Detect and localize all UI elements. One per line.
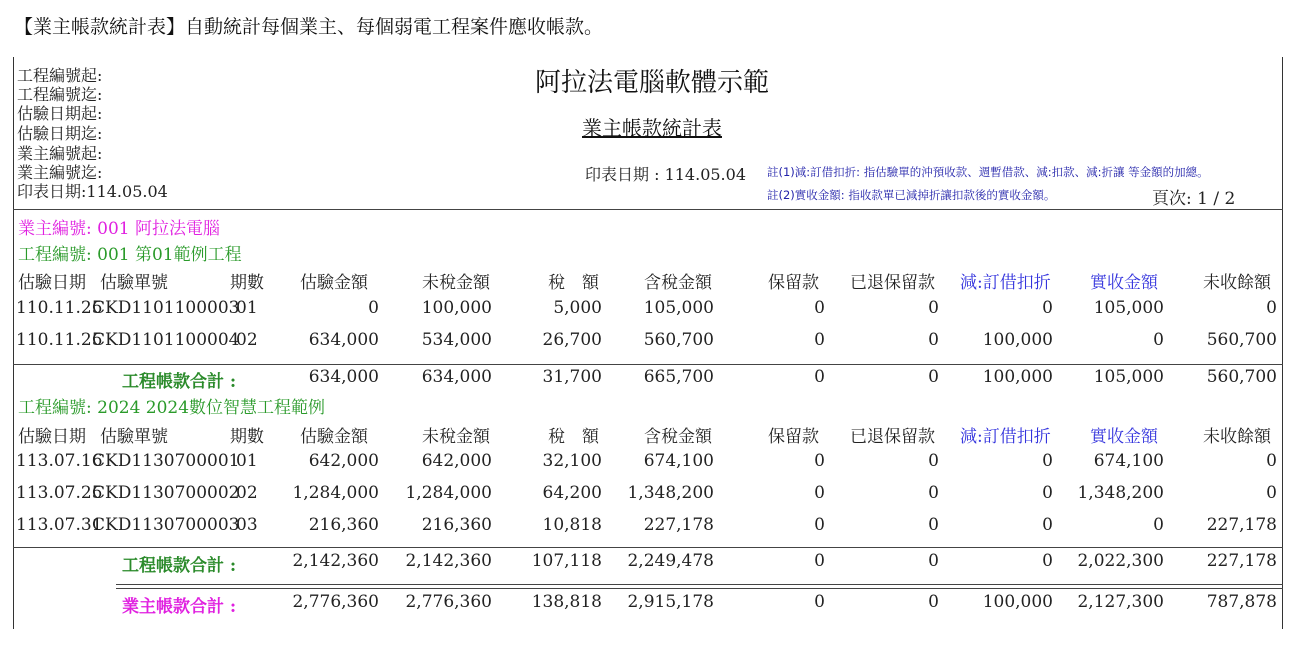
cell-estimate: 1,284,000	[292, 483, 379, 503]
cell-deductions: 0	[1042, 451, 1053, 471]
header-divider	[13, 209, 1283, 210]
filter-date-from: 估驗日期起:	[17, 104, 103, 123]
col-taxincl: 含稅金額	[644, 427, 712, 447]
col-date: 估驗日期	[18, 273, 86, 293]
cell-period: 03	[236, 515, 258, 535]
cell-taxincl: 1,348,200	[627, 483, 714, 503]
col-taxincl: 含稅金額	[644, 273, 712, 293]
cell-deductions: 0	[1042, 483, 1053, 503]
cell-date: 110.11.25	[16, 298, 103, 318]
total-pretax: 634,000	[421, 367, 492, 387]
owner-label: 業主編號: 001 阿拉法電腦	[18, 219, 220, 239]
col-tax: 稅 額	[548, 273, 599, 293]
cell-pretax: 1,284,000	[405, 483, 492, 503]
total-retention: 0	[814, 551, 825, 571]
total-tax: 107,118	[531, 551, 602, 571]
cell-estimate: 216,360	[308, 515, 379, 535]
cell-received: 0	[1153, 515, 1164, 535]
owner-total-label: 業主帳款合計 :	[122, 597, 237, 617]
owner-total-deductions: 100,000	[982, 592, 1053, 612]
total-estimate: 2,142,360	[292, 551, 379, 571]
owner-total-retention: 0	[814, 592, 825, 612]
cell-received: 105,000	[1093, 298, 1164, 318]
cell-retention-returned: 0	[928, 515, 939, 535]
total-retention: 0	[814, 367, 825, 387]
cell-period: 01	[236, 298, 258, 318]
report-frame-right	[1282, 57, 1283, 629]
cell-date: 113.07.25	[16, 483, 103, 503]
cell-retention: 0	[814, 330, 825, 350]
cell-deductions: 100,000	[982, 330, 1053, 350]
col-retention-returned: 已退保留款	[850, 427, 935, 447]
total-retention-returned: 0	[928, 367, 939, 387]
col-received: 實收金額	[1090, 273, 1158, 293]
col-retention: 保留款	[768, 273, 819, 293]
col-pretax: 未稅金額	[422, 427, 490, 447]
total-outstanding: 560,700	[1206, 367, 1277, 387]
total-estimate: 634,000	[308, 367, 379, 387]
cell-tax: 5,000	[553, 298, 602, 318]
cell-voucher: CKD1130700002	[92, 483, 240, 503]
cell-deductions: 0	[1042, 515, 1053, 535]
col-deductions: 減:訂借扣折	[960, 273, 1051, 293]
filter-owner-from: 業主編號起:	[17, 144, 103, 163]
subtotal-divider	[13, 547, 1283, 548]
owner-total-taxincl: 2,915,178	[627, 592, 714, 612]
total-taxincl: 2,249,478	[627, 551, 714, 571]
cell-period: 02	[236, 330, 258, 350]
cell-retention-returned: 0	[928, 451, 939, 471]
total-taxincl: 665,700	[643, 367, 714, 387]
cell-estimate: 634,000	[308, 330, 379, 350]
print-date: 印表日期 : 114.05.04	[585, 165, 746, 184]
col-date: 估驗日期	[18, 427, 86, 447]
col-voucher: 估驗單號	[100, 273, 168, 293]
total-retention-returned: 0	[928, 551, 939, 571]
cell-tax: 10,818	[542, 515, 602, 535]
total-tax: 31,700	[542, 367, 602, 387]
cell-retention: 0	[814, 451, 825, 471]
cell-pretax: 216,360	[421, 515, 492, 535]
owner-total-tax: 138,818	[531, 592, 602, 612]
cell-retention-returned: 0	[928, 330, 939, 350]
cell-received: 1,348,200	[1077, 483, 1164, 503]
col-outstanding: 未收餘額	[1203, 427, 1271, 447]
cell-tax: 64,200	[542, 483, 602, 503]
cell-taxincl: 227,178	[643, 515, 714, 535]
cell-taxincl: 560,700	[643, 330, 714, 350]
cell-pretax: 642,000	[421, 451, 492, 471]
cell-taxincl: 674,100	[643, 451, 714, 471]
owner-total-pretax: 2,776,360	[405, 592, 492, 612]
col-estimate: 估驗金額	[300, 273, 368, 293]
cell-period: 01	[236, 451, 258, 471]
cell-retention: 0	[814, 515, 825, 535]
cell-estimate: 0	[368, 298, 379, 318]
cell-outstanding: 0	[1266, 483, 1277, 503]
filter-print-date: 印表日期:114.05.04	[17, 182, 168, 201]
owner-total-retention-returned: 0	[928, 592, 939, 612]
owner-total-received: 2,127,300	[1077, 592, 1164, 612]
cell-retention: 0	[814, 298, 825, 318]
col-estimate: 估驗金額	[300, 427, 368, 447]
owner-total-estimate: 2,776,360	[292, 592, 379, 612]
company-title: 阿拉法電腦軟體示範	[535, 68, 770, 98]
cell-estimate: 642,000	[308, 451, 379, 471]
cell-voucher: CKD1101100004	[92, 330, 240, 350]
page-number: 頁次: 1 / 2	[1152, 189, 1236, 209]
cell-taxincl: 105,000	[643, 298, 714, 318]
project-total-label: 工程帳款合計 :	[122, 556, 237, 576]
note-1: 註(1)減:訂借扣折: 指估驗單的沖預收款、週暫借款、減:扣款、減:折讓 等金額的加總。	[767, 165, 1209, 179]
total-deductions: 100,000	[982, 367, 1053, 387]
cell-voucher: CKD1101100003	[92, 298, 240, 318]
total-received: 105,000	[1093, 367, 1164, 387]
filter-project-to: 工程編號迄:	[17, 85, 103, 104]
filter-date-to: 估驗日期迄:	[17, 124, 103, 143]
cell-received: 0	[1153, 330, 1164, 350]
subtotal-divider	[13, 364, 1283, 365]
col-tax: 稅 額	[548, 427, 599, 447]
project-total-label: 工程帳款合計 :	[122, 372, 237, 392]
col-pretax: 未稅金額	[422, 273, 490, 293]
owner-total-outstanding: 787,878	[1206, 592, 1277, 612]
cell-date: 113.07.16	[16, 451, 103, 471]
col-voucher: 估驗單號	[100, 427, 168, 447]
cell-voucher: CKD1130700001	[92, 451, 240, 471]
owner-total-divider	[116, 584, 1283, 589]
cell-retention: 0	[814, 483, 825, 503]
total-pretax: 2,142,360	[405, 551, 492, 571]
cell-outstanding: 560,700	[1206, 330, 1277, 350]
cell-period: 02	[236, 483, 258, 503]
total-deductions: 0	[1042, 551, 1053, 571]
cell-date: 113.07.31	[16, 515, 103, 535]
col-period: 期數	[230, 273, 264, 293]
col-received: 實收金額	[1090, 427, 1158, 447]
cell-outstanding: 227,178	[1206, 515, 1277, 535]
report-frame-left	[13, 57, 14, 629]
cell-tax: 26,700	[542, 330, 602, 350]
cell-date: 110.11.25	[16, 330, 103, 350]
filter-project-from: 工程編號起:	[17, 66, 103, 85]
cell-retention-returned: 0	[928, 483, 939, 503]
cell-received: 674,100	[1093, 451, 1164, 471]
page-caption: 【業主帳款統計表】自動統計每個業主、每個弱電工程案件應收帳款。	[14, 16, 604, 38]
col-period: 期數	[230, 427, 264, 447]
report-title: 業主帳款統計表	[582, 116, 722, 140]
total-outstanding: 227,178	[1206, 551, 1277, 571]
filter-owner-to: 業主編號迄:	[17, 163, 103, 182]
cell-outstanding: 0	[1266, 298, 1277, 318]
cell-pretax: 100,000	[421, 298, 492, 318]
project-label: 工程編號: 2024 2024數位智慧工程範例	[18, 398, 326, 418]
col-retention-returned: 已退保留款	[850, 273, 935, 293]
cell-retention-returned: 0	[928, 298, 939, 318]
note-2: 註(2)實收金額: 指收款單已減掉折讓扣款後的實收金額。	[767, 188, 1056, 202]
project-label: 工程編號: 001 第01範例工程	[18, 245, 242, 265]
col-outstanding: 未收餘額	[1203, 273, 1271, 293]
cell-outstanding: 0	[1266, 451, 1277, 471]
col-deductions: 減:訂借扣折	[960, 427, 1051, 447]
cell-pretax: 534,000	[421, 330, 492, 350]
col-retention: 保留款	[768, 427, 819, 447]
cell-deductions: 0	[1042, 298, 1053, 318]
total-received: 2,022,300	[1077, 551, 1164, 571]
cell-voucher: CKD1130700003	[92, 515, 240, 535]
cell-tax: 32,100	[542, 451, 602, 471]
